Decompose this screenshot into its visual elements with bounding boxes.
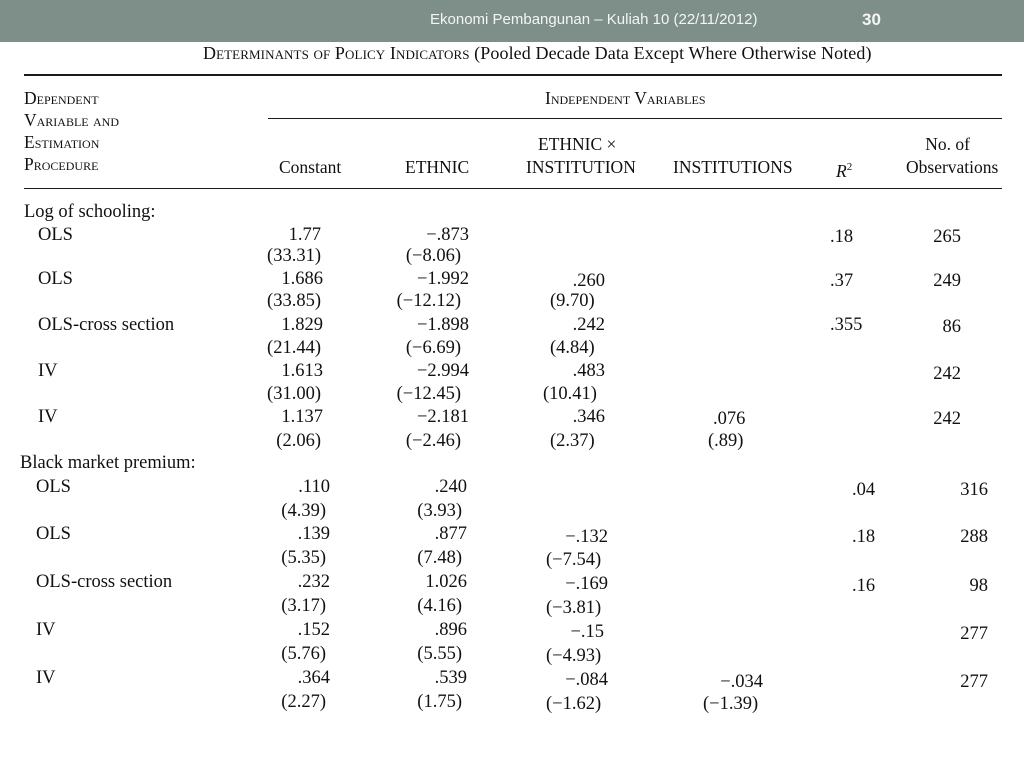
cell-interaction: −.132 bbox=[565, 527, 608, 547]
cell-constant-tstat: (33.31) bbox=[267, 246, 321, 266]
r2-base: R bbox=[836, 160, 847, 181]
table-title-smallcaps: Determinants of Policy Indicators bbox=[203, 43, 470, 63]
cell-interaction-tstat: (10.41) bbox=[543, 384, 597, 404]
cell-obs: 265 bbox=[933, 227, 961, 247]
cell-r2: .355 bbox=[830, 315, 863, 335]
cell-r2: .16 bbox=[852, 576, 876, 596]
cell-interaction-tstat: (9.70) bbox=[550, 291, 595, 311]
cell-ethnic: .539 bbox=[434, 668, 467, 688]
cell-institutions-tstat: (.89) bbox=[708, 431, 744, 451]
cell-interaction-tstat: (−4.93) bbox=[546, 646, 602, 666]
cell-obs: 288 bbox=[960, 527, 988, 547]
row-method: OLS bbox=[38, 269, 73, 289]
cell-interaction-tstat: (−7.54) bbox=[546, 550, 602, 570]
cell-obs: 316 bbox=[960, 480, 988, 500]
header-bottom-rule bbox=[24, 188, 1002, 189]
cell-ethnic: .896 bbox=[434, 620, 467, 640]
cell-constant: .232 bbox=[297, 572, 330, 592]
row-method: OLS-cross section bbox=[36, 572, 173, 592]
dep-header-line-2: Variable and bbox=[24, 110, 120, 130]
cell-constant-tstat: (4.39) bbox=[281, 501, 326, 521]
col-observations-line-1: No. of bbox=[925, 134, 970, 154]
cell-interaction: .483 bbox=[572, 361, 605, 381]
r2-sup: 2 bbox=[846, 161, 853, 173]
cell-interaction-tstat: (−1.62) bbox=[546, 694, 602, 714]
cell-constant-tstat: (31.00) bbox=[267, 384, 321, 404]
cell-ethnic: −.873 bbox=[426, 225, 469, 245]
slide-title: Ekonomi Pembangunan – Kuliah 10 (22/11/2012) bbox=[430, 11, 758, 28]
top-rule bbox=[24, 74, 1002, 76]
indep-header: Independent Variables bbox=[545, 88, 706, 108]
cell-constant-tstat: (5.35) bbox=[281, 548, 326, 568]
cell-obs: 277 bbox=[960, 672, 988, 692]
col-r-squared bbox=[836, 156, 852, 182]
cell-constant: 1.829 bbox=[281, 315, 323, 335]
cell-interaction: .346 bbox=[572, 407, 605, 427]
row-method: OLS bbox=[38, 225, 73, 245]
cell-obs: 277 bbox=[960, 624, 988, 644]
cell-ethnic: −1.898 bbox=[416, 315, 469, 335]
cell-ethnic-tstat: (5.55) bbox=[417, 644, 462, 664]
row-method: OLS-cross section bbox=[38, 315, 175, 335]
cell-obs: 249 bbox=[933, 271, 961, 291]
col-institutions: INSTITUTIONS bbox=[673, 157, 793, 177]
cell-ethnic: .240 bbox=[434, 477, 467, 497]
cell-interaction: −.169 bbox=[565, 574, 608, 594]
cell-ethnic-tstat: (−2.46) bbox=[405, 431, 461, 451]
cell-interaction-tstat: (−3.81) bbox=[546, 598, 602, 618]
table-title-rest: (Pooled Decade Data Except Where Otherwise Noted) bbox=[469, 43, 872, 63]
cell-interaction-tstat: (2.37) bbox=[550, 431, 595, 451]
cell-constant: .152 bbox=[297, 620, 330, 640]
cell-ethnic: −2.181 bbox=[416, 407, 469, 427]
row-method: IV bbox=[38, 361, 58, 381]
cell-constant-tstat: (3.17) bbox=[281, 596, 326, 616]
cell-constant-tstat: (2.27) bbox=[281, 692, 326, 712]
cell-constant: 1.686 bbox=[281, 269, 323, 289]
cell-ethnic: .877 bbox=[434, 524, 467, 544]
cell-obs: 242 bbox=[933, 364, 961, 384]
cell-constant-tstat: (33.85) bbox=[267, 291, 321, 311]
cell-ethnic-tstat: (1.75) bbox=[417, 692, 462, 712]
cell-ethnic: −2.994 bbox=[416, 361, 469, 381]
cell-constant-tstat: (5.76) bbox=[281, 644, 326, 664]
cell-interaction: .242 bbox=[572, 315, 605, 335]
table-title bbox=[203, 43, 872, 64]
dep-header-line-4: Procedure bbox=[24, 154, 99, 174]
cell-ethnic-tstat: (3.93) bbox=[417, 501, 462, 521]
cell-r2: .18 bbox=[852, 527, 876, 547]
cell-institutions: −.034 bbox=[720, 672, 763, 692]
cell-constant: 1.77 bbox=[288, 225, 321, 245]
indep-header-rule bbox=[268, 118, 1002, 119]
cell-obs: 242 bbox=[933, 409, 961, 429]
cell-constant: .139 bbox=[297, 524, 330, 544]
row-method: OLS bbox=[36, 477, 71, 497]
row-method: IV bbox=[36, 668, 56, 688]
dep-header-line-1: Dependent bbox=[24, 88, 99, 108]
cell-r2: .04 bbox=[852, 480, 876, 500]
col-interaction-line-2: INSTITUTION bbox=[526, 157, 636, 177]
cell-ethnic-tstat: (−12.45) bbox=[396, 384, 461, 404]
group-label: Black market premium: bbox=[20, 453, 196, 473]
slide-header bbox=[0, 0, 1024, 42]
cell-interaction: .260 bbox=[572, 271, 605, 291]
cell-interaction-tstat: (4.84) bbox=[550, 338, 595, 358]
col-observations-line-2: Observations bbox=[906, 157, 999, 177]
slide-number: 30 bbox=[862, 10, 881, 29]
dep-header-line-3: Estimation bbox=[24, 132, 100, 152]
cell-ethnic: −1.992 bbox=[416, 269, 469, 289]
col-ethnic: ETHNIC bbox=[405, 157, 470, 177]
col-constant: Constant bbox=[279, 157, 342, 177]
cell-ethnic-tstat: (4.16) bbox=[417, 596, 462, 616]
cell-constant: 1.137 bbox=[281, 407, 323, 427]
cell-obs: 86 bbox=[942, 317, 961, 337]
cell-constant: 1.613 bbox=[281, 361, 323, 381]
row-method: OLS bbox=[36, 524, 71, 544]
row-method: IV bbox=[36, 620, 56, 640]
cell-ethnic-tstat: (7.48) bbox=[417, 548, 462, 568]
cell-interaction: −.084 bbox=[565, 670, 608, 690]
cell-obs: 98 bbox=[969, 576, 988, 596]
col-interaction-line-1: ETHNIC × bbox=[538, 134, 617, 154]
cell-constant: .364 bbox=[297, 668, 330, 688]
group-label: Log of schooling: bbox=[24, 202, 156, 222]
cell-r2: .18 bbox=[830, 227, 854, 247]
cell-ethnic-tstat: (−6.69) bbox=[405, 338, 461, 358]
cell-institutions: .076 bbox=[713, 409, 746, 429]
cell-ethnic-tstat: (−8.06) bbox=[405, 246, 461, 266]
cell-constant: .110 bbox=[298, 477, 330, 497]
cell-r2: .37 bbox=[830, 271, 854, 291]
cell-constant-tstat: (2.06) bbox=[276, 431, 321, 451]
row-method: IV bbox=[38, 407, 58, 427]
cell-ethnic: 1.026 bbox=[425, 572, 467, 592]
cell-constant-tstat: (21.44) bbox=[267, 338, 321, 358]
cell-ethnic-tstat: (−12.12) bbox=[396, 291, 461, 311]
cell-interaction: −.15 bbox=[570, 622, 604, 642]
cell-institutions-tstat: (−1.39) bbox=[703, 694, 759, 714]
